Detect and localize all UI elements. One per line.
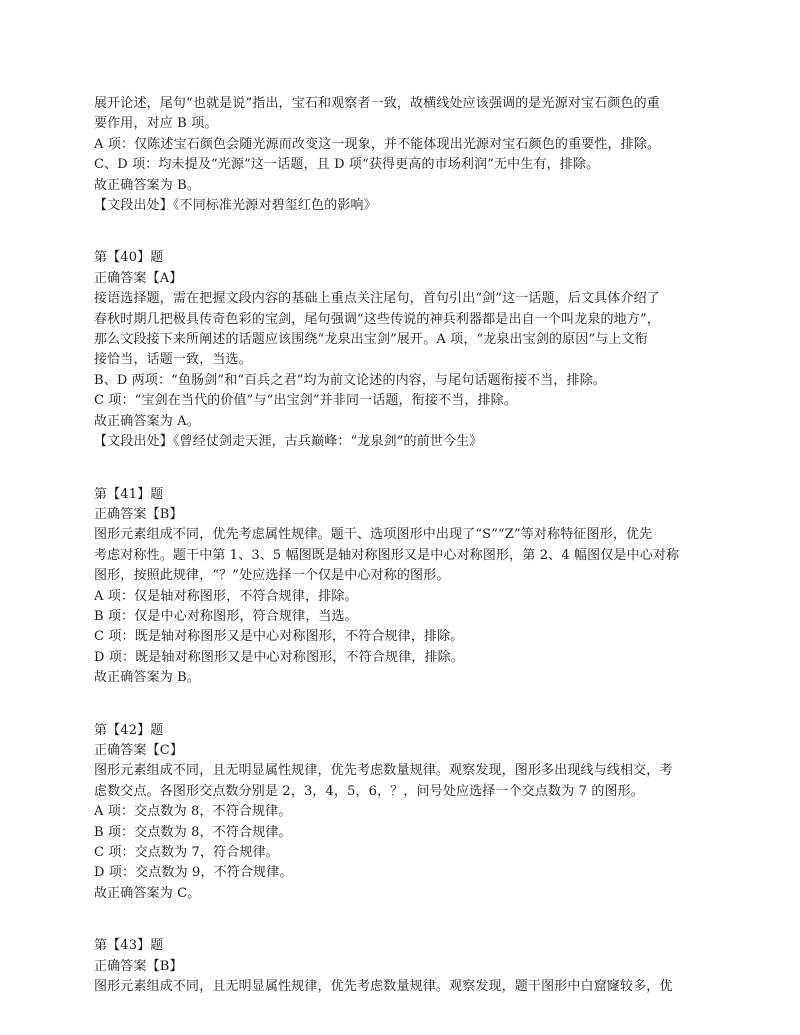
source-line: 【文段出处】《曾经仗剑走天涯，古兵巅峰：“龙泉剑”的前世今生》 — [94, 434, 483, 450]
question-title: 第【42】题 — [94, 722, 164, 738]
correct-answer: 正确答案【A】 — [94, 270, 183, 286]
text-line: C、D 项：均未提及“光源”这一话题，且 D 项“获得更高的市场利润”无中生有，排除。 — [94, 157, 600, 173]
correct-answer: 正确答案【B】 — [94, 958, 183, 974]
question-title: 第【43】题 — [94, 938, 164, 954]
text-line: 要作用，对应 B 项。 — [94, 116, 218, 132]
source-line: 【文段出处】《不同标准光源对碧玺红色的影响》 — [94, 198, 377, 214]
text-line: 展开论述，尾句“也就是说”指出，宝石和观察者一致，故横线处应该强调的是光源对宝石颜色的重 — [94, 96, 660, 111]
text-line: 故正确答案为 C。 — [94, 885, 201, 901]
text-line: C 项：既是轴对称图形又是中心对称图形，不符合规律，排除。 — [94, 629, 464, 645]
text-line: 接语选择题，需在把握文段内容的基础上重点关注尾句，首句引出“剑”这一话题，后文具体介绍了 — [94, 291, 660, 307]
text-line: 故正确答案为 B。 — [94, 177, 201, 193]
text-line: B、D 两项：“鱼肠剑”和“百兵之君”均为前文论述的内容，与尾句话题衔接不当，排除。 — [94, 372, 606, 388]
text-line: D 项：交点数为 9，不符合规律。 — [94, 865, 293, 881]
correct-answer: 正确答案【C】 — [94, 742, 183, 758]
text-line: 故正确答案为 B。 — [94, 670, 201, 686]
question-42-section — [94, 721, 716, 905]
text-line: D 项：既是轴对称图形又是中心对称图形，不符合规律，排除。 — [94, 649, 464, 665]
text-line: C 项：交点数为 7，符合规律。 — [94, 845, 279, 860]
text-line: 虑数交点。各图形交点数分别是 2，3，4，5，6，？，问号处应选择一个交点数为 7 的图形。 — [94, 783, 644, 799]
text-line: 那么文段接下来所阐述的话题应该围绕“龙泉出宝剑”展开。A 项，“龙泉出宝剑的原因”与上文衔 — [94, 332, 648, 348]
text-line: A 项：仅是轴对称图形，不符合规律，排除。 — [94, 588, 358, 604]
text-line: 图形元素组成不同，且无明显属性规律，优先考虑数量规律。观察发现，题干图形中白窟窿较多，优 — [94, 979, 673, 995]
text-line: C 项：“宝剑在当代的价值”与“出宝剑”并非同一话题，衔接不当，排除。 — [94, 393, 517, 409]
text-line: B 项：交点数为 8，不符合规律。 — [94, 824, 292, 840]
text-line: 图形元素组成不同，优先考虑属性规律。题干、选项图形中出现了“S”“Z”等对称特征图形，优先 — [94, 527, 653, 543]
intro-section — [94, 94, 716, 216]
text-line: 春秋时期几把极具传奇色彩的宝剑，尾句强调“这些传说的神兵利器都是出自一个叫龙泉的地方”， — [94, 311, 660, 327]
question-title: 第【41】题 — [94, 486, 164, 502]
text-line: 接恰当，话题一致，当选。 — [94, 352, 252, 368]
text-line: 图形，按照此规律，“？”处应选择一个仅是中心对称的图形。 — [94, 568, 450, 584]
question-41-section — [94, 485, 716, 689]
question-43-section — [94, 936, 716, 997]
text-line: A 项：仅陈述宝石颜色会随光源而改变这一现象，并不能体现出光源对宝石颜色的重要性，排除。 — [94, 136, 661, 152]
document-page — [94, 94, 716, 997]
question-title: 第【40】题 — [94, 250, 164, 266]
text-line: 故正确答案为 A。 — [94, 413, 200, 429]
text-line: 图形元素组成不同，且无明显属性规律，优先考虑数量规律。观察发现，图形多出现线与线相交，考 — [94, 763, 673, 779]
text-line: 考虑对称性。题干中第 1、3、5 幅图既是轴对称图形又是中心对称图形，第 2、4 幅图仅是中心对称 — [94, 547, 680, 563]
text-line: A 项：交点数为 8，不符合规律。 — [94, 804, 292, 820]
text-line: B 项：仅是中心对称图形，符合规律，当选。 — [94, 608, 358, 624]
question-40-section — [94, 248, 716, 452]
correct-answer: 正确答案【B】 — [94, 506, 183, 522]
